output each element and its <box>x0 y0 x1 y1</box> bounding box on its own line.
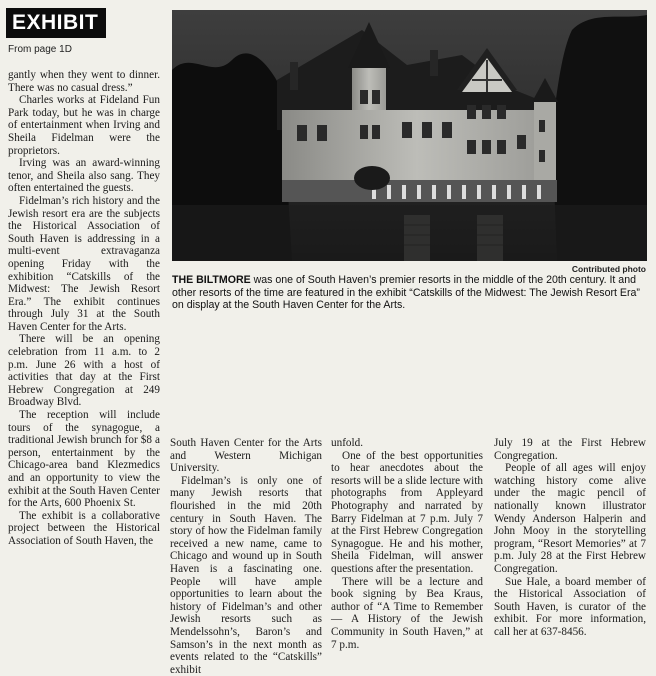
photo-credit: Contributed photo <box>571 264 646 274</box>
paragraph: July 19 at the First Hebrew Congregation. <box>494 437 646 462</box>
jump-line: From page 1D <box>8 44 72 55</box>
article-column-2 <box>170 437 322 676</box>
biltmore-mansion-image <box>172 10 647 261</box>
section-header <box>6 8 106 38</box>
caption-lead: THE BILTMORE <box>172 274 251 286</box>
paragraph: One of the best opportunities to hear anecdotes about the resorts will be a slide lecture with photographs from Appleyard Photography and narrated by Barry Fidelman at 7 p.m. July 7 at the First Hebrew Congregation Synagogue. He and his mother, Sheila Fidelman, will answer questions after the presentation. <box>331 449 483 575</box>
biltmore-photo <box>172 10 647 261</box>
photo-caption <box>172 274 648 312</box>
paragraph: unfold. <box>331 437 364 449</box>
paragraph: There will be a lecture and book signing by Bea Kraus, author of “A Time to Remember — A History of the Jewish Community in South Haven,” at 7 p.m. <box>331 575 483 651</box>
paragraph: gantly when they went to dinner. There was no casual dress.” <box>8 69 160 94</box>
paragraph: People of all ages will enjoy watching history come alive under the magic pencil of nationally known illustrator Wendy Anderson Halperin and John Mooy in the storytelling program, “Resort Memories” at 7 p.m. July 28 at the First Hebrew Congregation. <box>494 462 646 575</box>
paragraph: Charles works at Fideland Fun Park today, but he was in charge of entertainment when Irving and Sheila Fidelman were the proprietors. <box>8 94 160 157</box>
paragraph: The reception will include tours of the synagogue, a traditional Jewish brunch for $8 a person, entertainment by the Chicago-area band Klezmedics and an opportunity to view the exhibit at the South Haven Center for the Arts, 600 Phoenix St. <box>8 409 160 510</box>
paragraph: Fidelman’s is only one of many Jewish resorts that flourished in the mid 20th century in South Haven. The story of how the Fidelman family received a new name, came to Chicago and wound up in South Haven is a fascinating one. People will have ample opportunities to learn about the history of Fidelman’s and other Jewish resorts such as Mendelssohn’s, Baron’s and Samson’s in the next month as events related to the “Catskills” exhibit <box>170 474 322 676</box>
article-column-4 <box>494 437 646 639</box>
article-column-3 <box>331 437 483 651</box>
paragraph: There will be an opening celebration from 11 a.m. to 2 p.m. June 26 with a host of activities that day at the First Hebrew Congregation at 249 Broadway Blvd. <box>8 333 160 409</box>
article-column-1 <box>8 69 160 548</box>
section-label: EXHIBIT <box>12 11 99 34</box>
paragraph: The exhibit is a collaborative project between the Historical Association of South Haven, the <box>8 509 160 547</box>
paragraph: Fidelman’s rich history and the Jewish resort era are the subjects the Historical Association of South Haven is addressing in a multi-event extravaganza opening Friday with the exhibition “Catskills of the Midwest: The Jewish Resort Era.” The exhibit continues through July 31 at the South Haven Center for the Arts. <box>8 194 160 333</box>
paragraph: Sue Hale, a board member of the Historical Association of South Haven, is curator of the exhibit. For more information, call her at 637-8456. <box>494 575 646 638</box>
paragraph: Irving was an award-winning tenor, and Sheila also sang. They often entertained the guests. <box>8 157 160 195</box>
paragraph: South Haven Center for the Arts and Western Michigan University. <box>170 437 322 475</box>
caption-text: was one of South Haven’s premier resorts in the middle of the 20th century. It and other resorts of the time are featured in the exhibit “Catskills of the Midwest: The Jewish Resort Era” on display at the South Haven Center for the Arts. <box>172 274 640 312</box>
